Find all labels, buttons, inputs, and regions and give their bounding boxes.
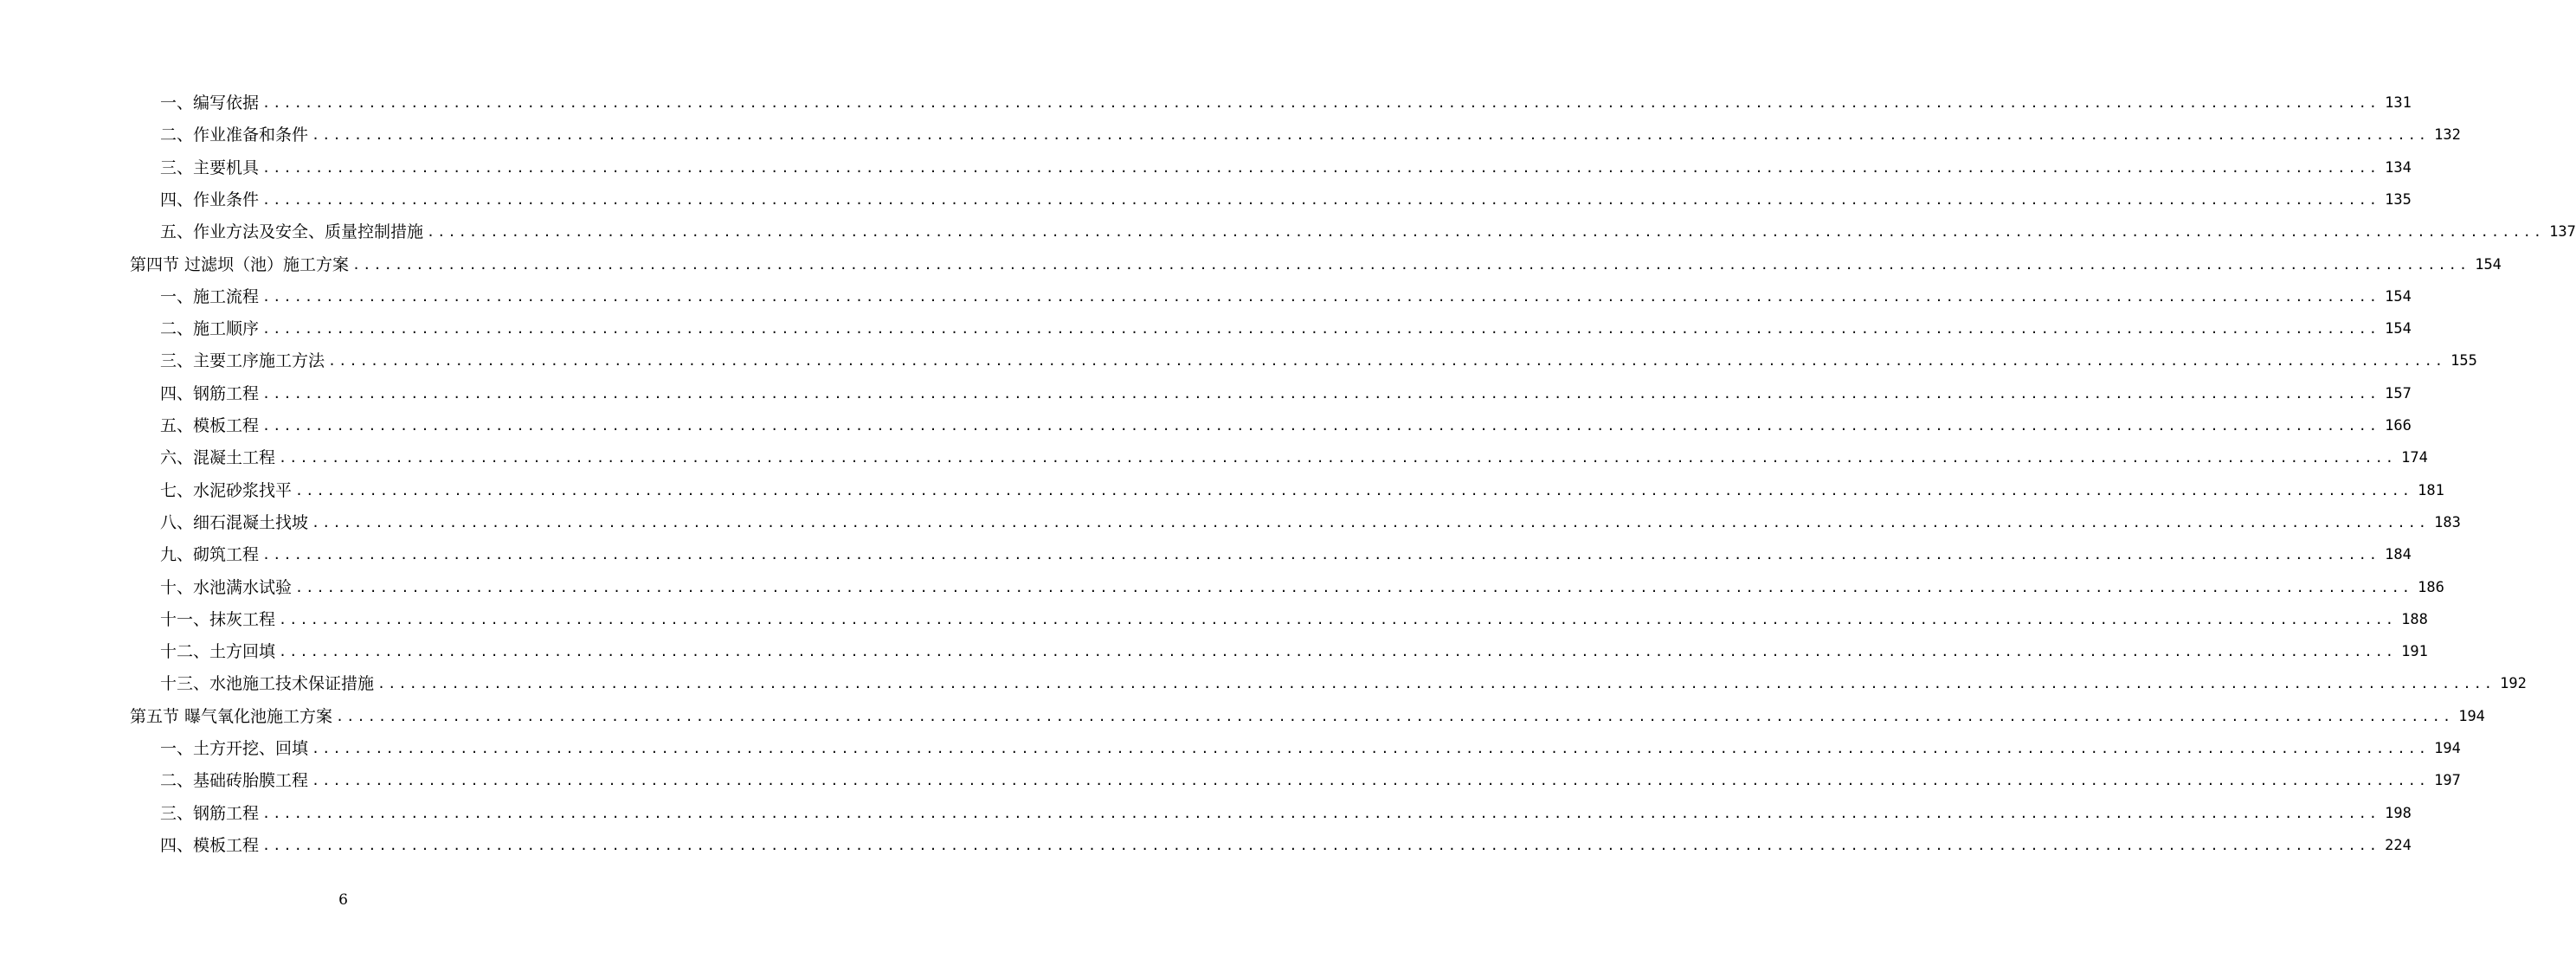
toc-label: 三、钢筋工程 [160, 803, 260, 823]
toc-label: 二、作业准备和条件 [160, 125, 309, 145]
toc-page-number: 154 [2475, 255, 2502, 273]
toc-label: 五、作业方法及安全、质量控制措施 [160, 222, 424, 242]
toc-leader-dots: ........................................................................................................................................................................................................ [352, 256, 2470, 273]
toc-label: 六、混凝土工程 [160, 448, 276, 468]
toc-leader-dots: ........................................................................................................................................................................................................ [312, 514, 2430, 531]
toc-leader-dots: ........................................................................................................................................................................................................ [279, 450, 2397, 466]
toc-leader-dots: ........................................................................................................................................................................................................ [262, 805, 2380, 821]
toc-page-number: 181 [2418, 481, 2444, 499]
toc-label: 四、模板工程 [160, 835, 260, 855]
toc-item-row[interactable] [160, 442, 2428, 474]
toc-item-row[interactable] [160, 572, 2444, 604]
toc-leader-dots: ........................................................................................................................................................................................................ [262, 837, 2380, 853]
toc-item-row[interactable] [160, 216, 2576, 248]
toc-leader-dots: ........................................................................................................................................................................................................ [279, 611, 2397, 627]
toc-item-row[interactable] [160, 668, 2527, 700]
toc-page-number: 132 [2434, 126, 2461, 145]
toc-leader-dots: ........................................................................................................................................................................................................ [377, 676, 2496, 692]
toc-label: 四、作业条件 [160, 190, 260, 209]
toc-leader-dots: ........................................................................................................................................................................................................ [262, 191, 2380, 208]
toc-page-number: 224 [2385, 836, 2412, 854]
toc-label: 第五节 曝气氧化池施工方案 [130, 706, 333, 726]
toc-leader-dots: ........................................................................................................................................................................................................ [262, 95, 2380, 111]
toc-page-number: 174 [2401, 449, 2428, 467]
toc-item-row[interactable] [160, 475, 2444, 507]
toc-leader-dots: ........................................................................................................................................................................................................ [262, 547, 2380, 563]
toc-label: 一、编写依据 [160, 93, 260, 113]
toc-item-row[interactable] [160, 313, 2412, 345]
toc-page-number: 166 [2385, 417, 2412, 434]
toc-leader-dots: ........................................................................................................................................................................................................ [336, 708, 2454, 724]
toc-label: 十一、抹灰工程 [160, 609, 276, 629]
toc-leader-dots: ........................................................................................................................................................................................................ [262, 385, 2380, 402]
toc-page-number: 191 [2401, 643, 2428, 661]
toc-item-row[interactable] [160, 604, 2428, 636]
toc-page-number: 192 [2500, 675, 2527, 693]
toc-leader-dots: ........................................................................................................................................................................................................ [312, 741, 2430, 756]
toc-item-row[interactable] [160, 539, 2412, 571]
toc-leader-dots: ........................................................................................................................................................................................................ [427, 224, 2545, 241]
toc-label: 九、砌筑工程 [160, 545, 260, 565]
toc-page-number: 188 [2401, 610, 2428, 628]
toc-leader-dots: ........................................................................................................................................................................................................ [262, 321, 2380, 338]
toc-leader-dots: ........................................................................................................................................................................................................ [262, 418, 2380, 434]
toc-item-row[interactable] [160, 507, 2461, 539]
toc-label: 十三、水池施工技术保证措施 [160, 674, 375, 694]
toc-label: 一、施工流程 [160, 286, 260, 306]
toc-item-row[interactable] [160, 733, 2461, 765]
toc-item-row[interactable] [160, 119, 2461, 151]
toc-section-row[interactable] [130, 701, 2485, 733]
toc-page-number: 135 [2385, 190, 2412, 209]
toc-label: 二、施工顺序 [160, 319, 260, 339]
toc-page-number: 183 [2434, 513, 2461, 531]
toc-label: 十、水池满水试验 [160, 577, 293, 597]
toc-item-row[interactable] [160, 636, 2428, 668]
toc-item-row[interactable] [160, 87, 2412, 119]
toc-label: 十二、土方回填 [160, 642, 276, 662]
toc-page-number: 157 [2385, 384, 2412, 402]
toc-page-number: 184 [2385, 546, 2412, 564]
toc-section-row[interactable] [130, 249, 2502, 281]
toc-page-number: 134 [2385, 158, 2412, 177]
toc-label: 八、细石混凝土找坡 [160, 512, 309, 532]
toc-page-number: 194 [2458, 707, 2485, 725]
toc-item-row[interactable] [160, 152, 2412, 184]
toc-page-number: 154 [2385, 287, 2412, 305]
toc-item-row[interactable] [160, 184, 2412, 216]
page-number: 6 [338, 891, 348, 909]
toc-page-number: 155 [2450, 352, 2477, 370]
toc-label: 二、基础砖胎膜工程 [160, 771, 309, 791]
toc-page-number: 154 [2385, 320, 2412, 338]
toc-item-row[interactable] [160, 765, 2461, 797]
toc-item-row[interactable] [160, 830, 2412, 862]
toc-label: 三、主要机具 [160, 158, 260, 177]
toc-leader-dots: ........................................................................................................................................................................................................ [295, 482, 2413, 498]
toc-leader-dots: ........................................................................................................................................................................................................ [279, 644, 2397, 660]
toc-leader-dots: ........................................................................................................................................................................................................ [312, 773, 2430, 789]
toc-item-row[interactable] [160, 378, 2412, 410]
toc-leader-dots: ........................................................................................................................................................................................................ [312, 127, 2430, 144]
toc-item-row[interactable] [160, 281, 2412, 313]
toc-label: 一、土方开挖、回填 [160, 739, 309, 758]
toc-leader-dots: ........................................................................................................................................................................................................ [328, 353, 2446, 370]
toc-label: 第四节 过滤坝（池）施工方案 [130, 254, 350, 274]
toc-page-number: 198 [2385, 804, 2412, 822]
toc-item-row[interactable] [160, 345, 2477, 377]
toc-page-number: 186 [2418, 578, 2444, 596]
toc-label: 七、水泥砂浆找平 [160, 480, 293, 500]
toc-page-number: 131 [2385, 94, 2412, 112]
toc-page-number: 197 [2434, 772, 2461, 790]
toc-item-row[interactable] [160, 798, 2412, 830]
toc-label: 四、钢筋工程 [160, 383, 260, 403]
toc-leader-dots: ........................................................................................................................................................................................................ [295, 579, 2413, 595]
toc-page-number: 194 [2434, 740, 2461, 757]
toc-item-row[interactable] [160, 410, 2412, 442]
toc-leader-dots: ........................................................................................................................................................................................................ [262, 288, 2380, 305]
toc-leader-dots: ........................................................................................................................................................................................................ [262, 159, 2380, 176]
toc-page-number: 137 [2549, 223, 2576, 241]
toc-label: 三、主要工序施工方法 [160, 351, 325, 371]
toc-label: 五、模板工程 [160, 416, 260, 435]
